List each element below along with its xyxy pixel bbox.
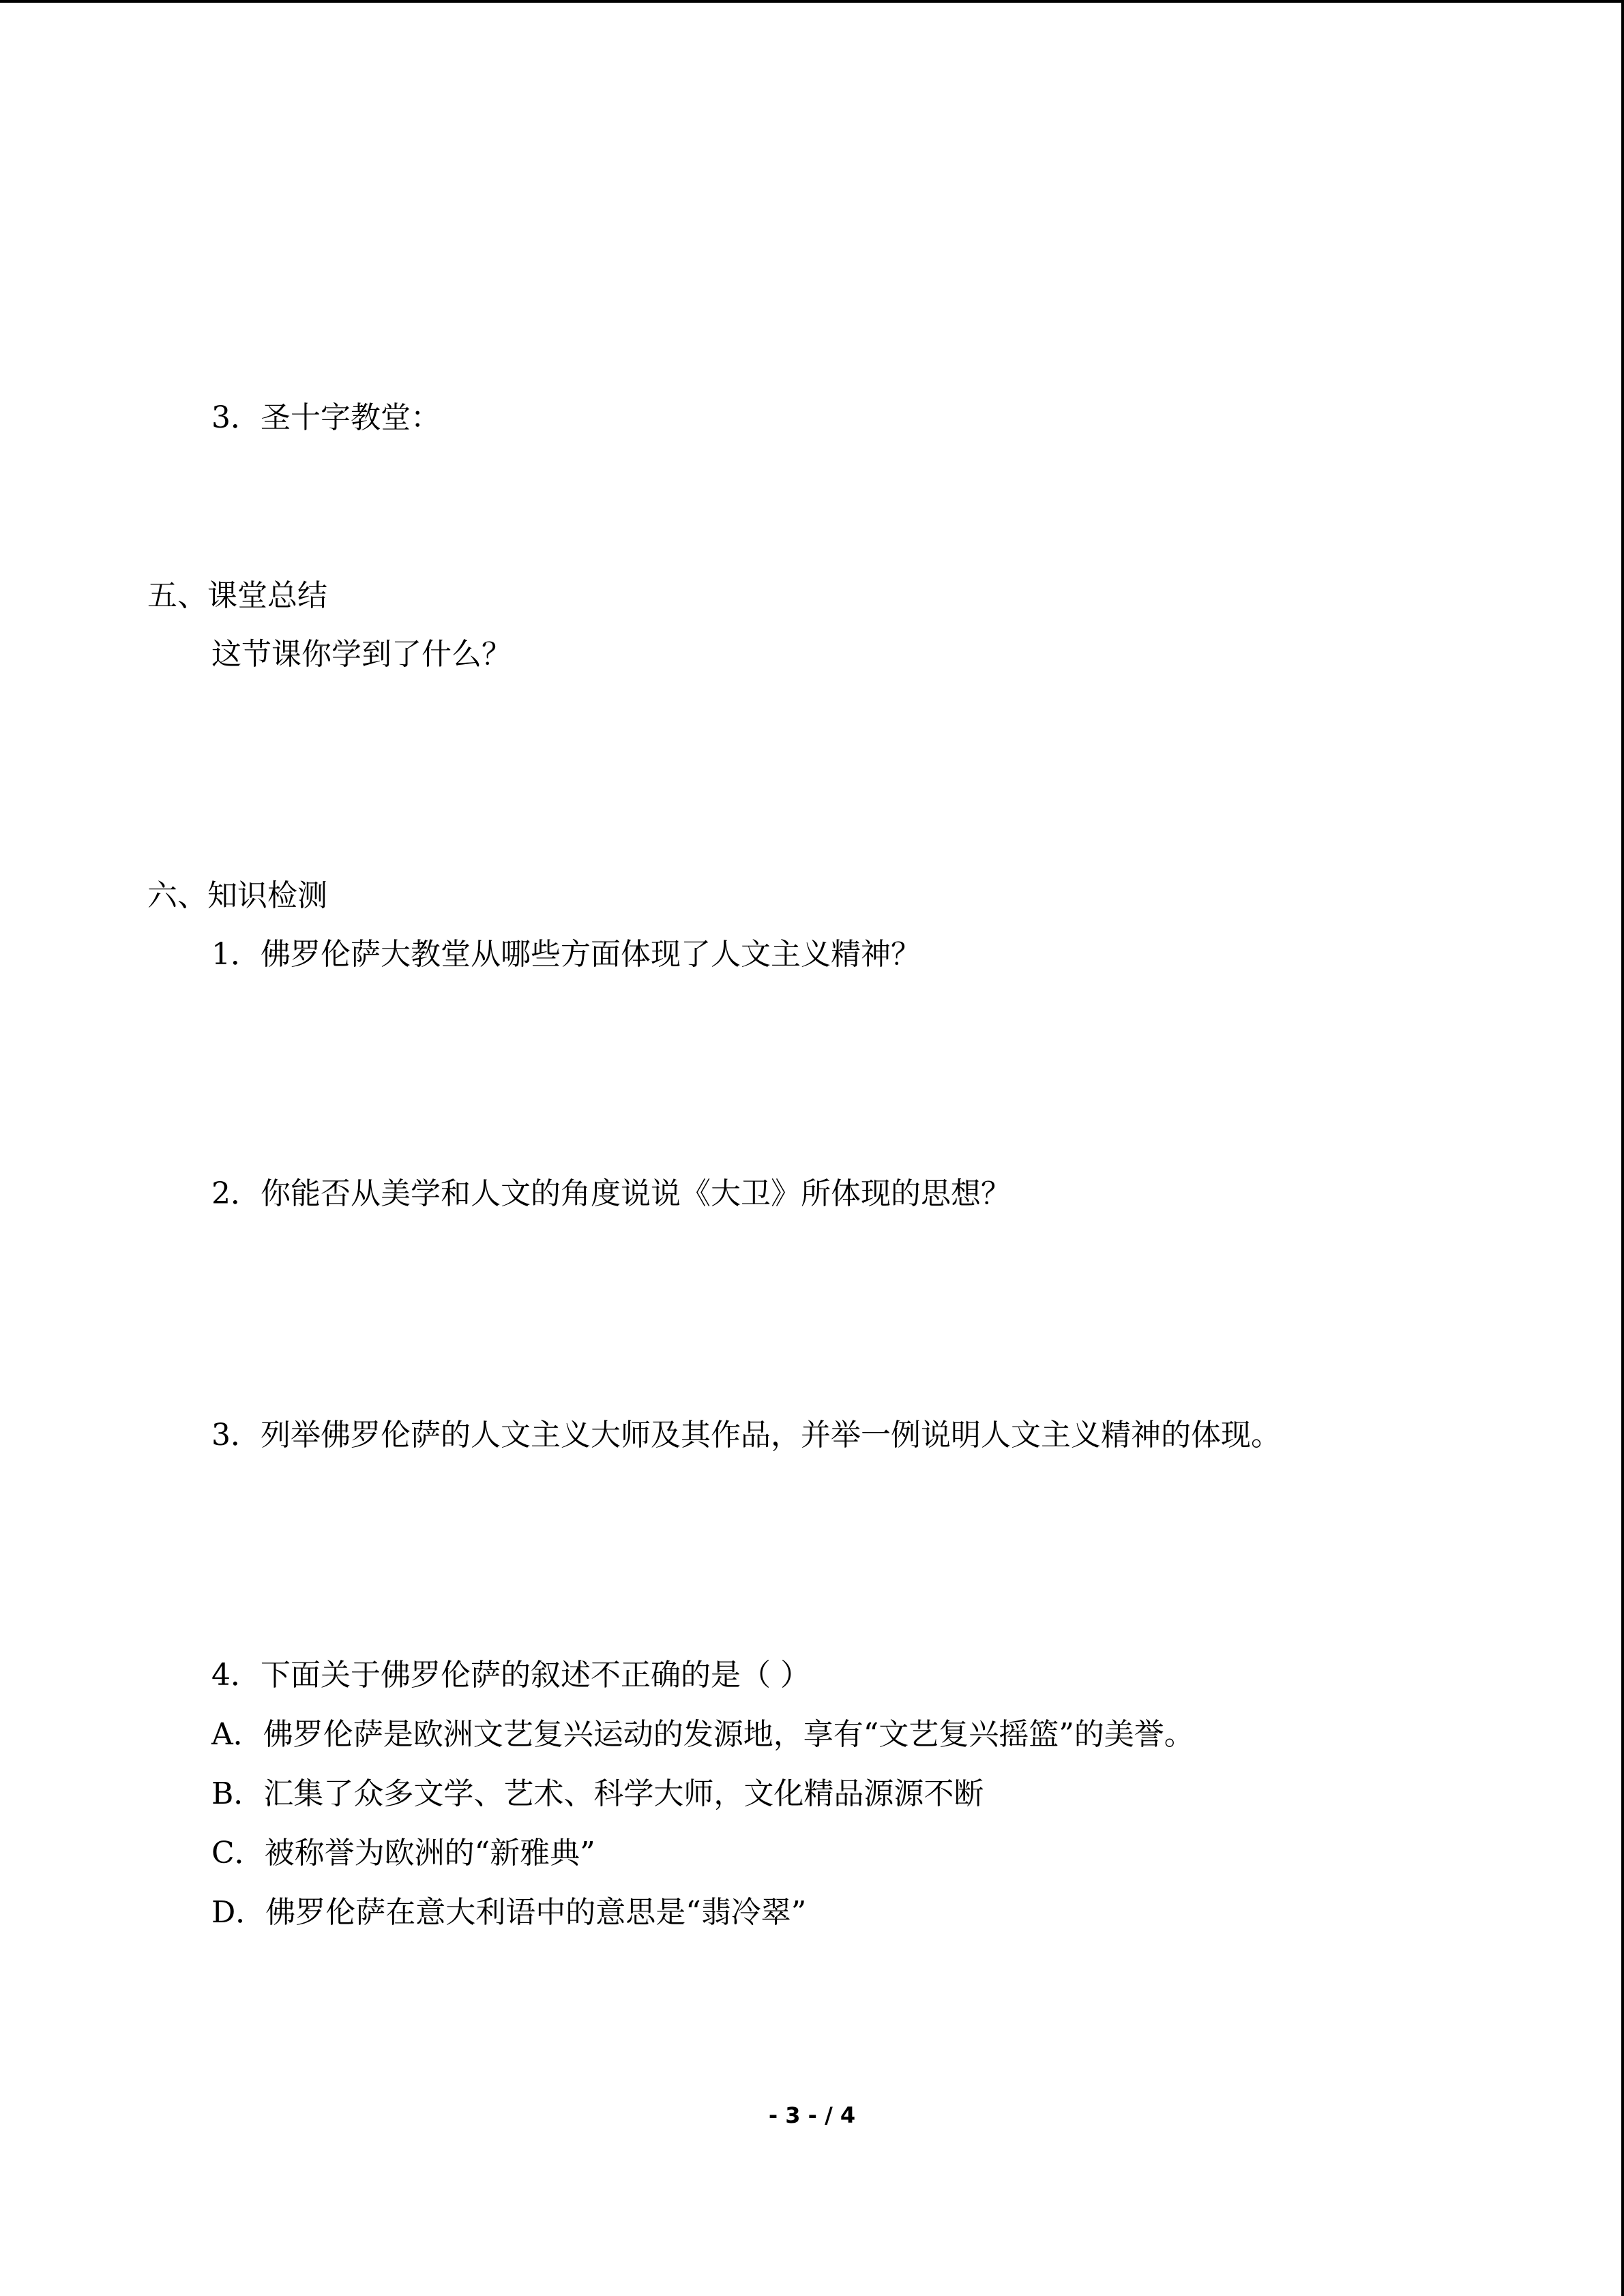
section6-title: 六、知识检测 [147,878,327,913]
question-3: 3．列举佛罗伦萨的人文主义大师及其作品，并举一例说明人文主义精神的体现。 [211,1418,1281,1452]
section5-title: 五、课堂总结 [147,578,327,613]
question-1: 1．佛罗伦萨大教堂从哪些方面体现了人文主义精神？ [211,937,921,972]
option-d: D．佛罗伦萨在意大利语中的意思是“翡冷翠” [211,1895,807,1930]
section4-item3: 3．圣十字教堂： [211,400,441,435]
section5-prompt: 这节课你学到了什么？ [211,637,512,672]
question-4: 4．下面关于佛罗伦萨的叙述不正确的是（ ） [211,1658,810,1693]
question-2: 2．你能否从美学和人文的角度说说《大卫》所体现的思想？ [211,1176,1011,1211]
option-a: A．佛罗伦萨是欧洲文艺复兴运动的发源地，享有“文艺复兴摇篮”的美誉。 [211,1717,1194,1752]
option-c: C．被称誉为欧洲的“新雅典” [211,1836,595,1870]
option-b: B．汇集了众多文学、艺术、科学大师，文化精品源源不断 [211,1776,984,1811]
page-number: - 3 - / 4 [768,2102,856,2128]
